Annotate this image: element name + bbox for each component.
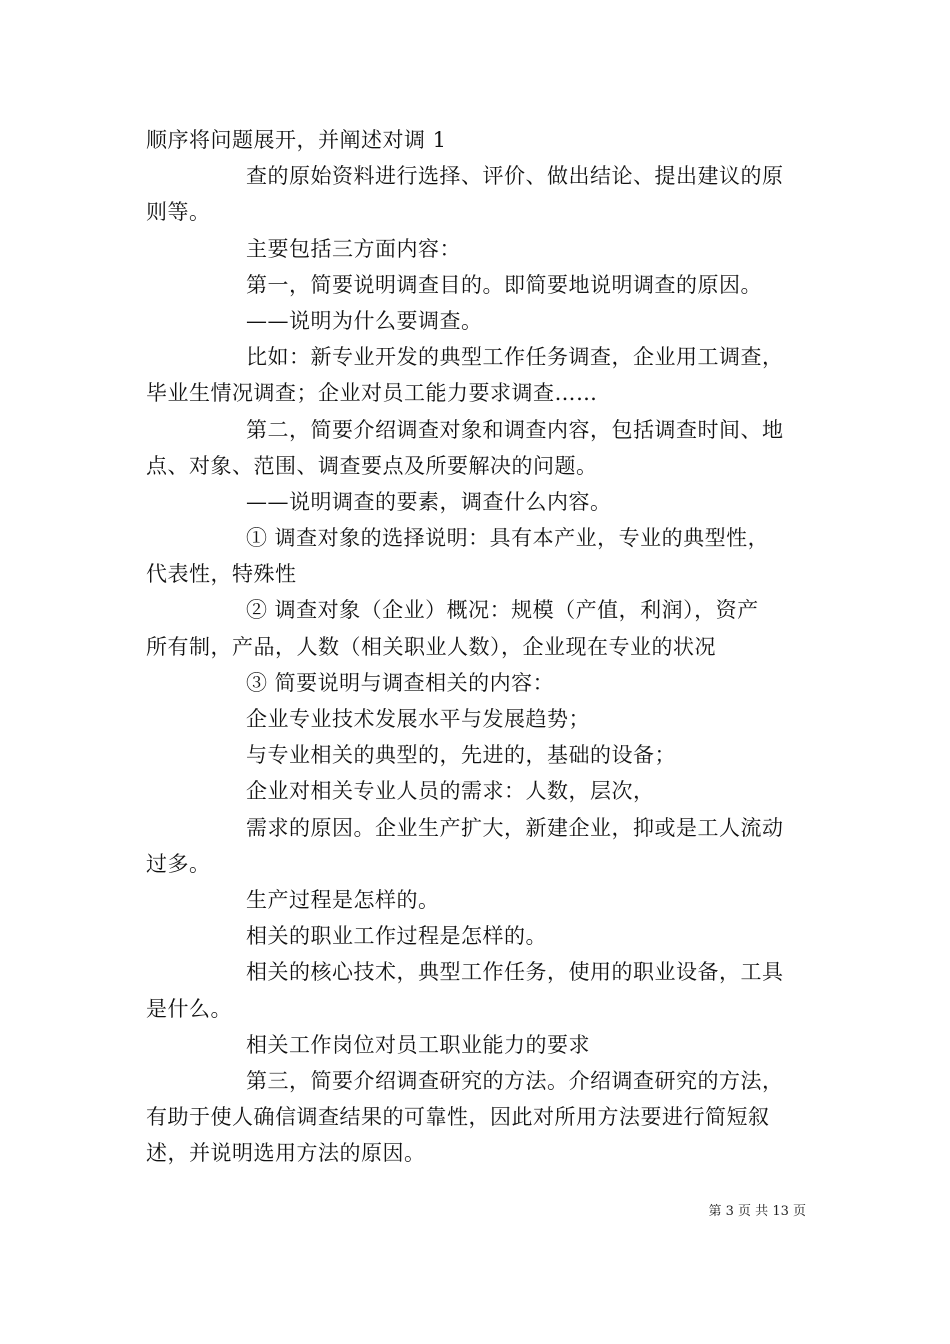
text-line: ③ 简要说明与调查相关的内容： xyxy=(246,670,555,695)
text-line: ② 调查对象（企业）概况：规模（产值，利润），资产 xyxy=(246,598,759,623)
text-line: 代表性，特殊性 xyxy=(146,562,297,587)
text-line: 相关工作岗位对员工职业能力的要求 xyxy=(246,1032,590,1057)
text-line: 相关的职业工作过程是怎样的。 xyxy=(246,924,547,949)
text-line: 第三，简要介绍调查研究的方法。介绍调查研究的方法， xyxy=(246,1068,784,1093)
text-line: 述，并说明选用方法的原因。 xyxy=(146,1141,426,1166)
text-line: 比如：新专业开发的典型工作任务调查，企业用工调查， xyxy=(246,345,784,370)
text-line: ① 调查对象的选择说明：具有本产业，专业的典型性， xyxy=(246,526,770,551)
text-line: 相关的核心技术，典型工作任务，使用的职业设备，工具 xyxy=(246,960,784,985)
text-line: ——说明为什么要调查。 xyxy=(246,308,483,333)
text-line: 是什么。 xyxy=(146,996,232,1021)
text-line: ——说明调查的要素，调查什么内容。 xyxy=(246,489,612,514)
text-line: 生产过程是怎样的。 xyxy=(246,887,440,912)
text-line: 企业对相关专业人员的需求：人数，层次， xyxy=(246,779,655,804)
text-line: 与专业相关的典型的，先进的，基础的设备； xyxy=(246,743,676,768)
text-line: 有助于使人确信调查结果的可靠性，因此对所用方法要进行简短叙 xyxy=(146,1105,770,1130)
text-line: 所有制，产品，人数（相关职业人数），企业现在专业的状况 xyxy=(146,634,716,659)
page-number: 第 3 页 共 13 页 xyxy=(708,1204,806,1219)
text-line: 第二，简要介绍调查对象和调查内容，包括调查时间、地 xyxy=(246,417,784,442)
text-line: 过多。 xyxy=(146,851,211,876)
text-line: 点、对象、范围、调查要点及所要解决的问题。 xyxy=(146,453,598,478)
text-line: 顺序将问题展开，并阐述对调 1 xyxy=(146,128,447,152)
text-line: 需求的原因。企业生产扩大，新建企业，抑或是工人流动 xyxy=(246,815,784,840)
text-line: 第一，简要说明调查目的。即简要地说明调查的原因。 xyxy=(246,272,762,297)
text-line: 企业专业技术发展水平与发展趋势； xyxy=(246,707,590,731)
text-line: 则等。 xyxy=(146,200,211,225)
document-body xyxy=(146,122,806,1171)
text-line: 主要包括三方面内容： xyxy=(246,236,461,261)
text-line: 毕业生情况调查；企业对员工能力要求调查…… xyxy=(146,381,598,406)
text-line: 查的原始资料进行选择、评价、做出结论、提出建议的原 xyxy=(246,164,784,189)
